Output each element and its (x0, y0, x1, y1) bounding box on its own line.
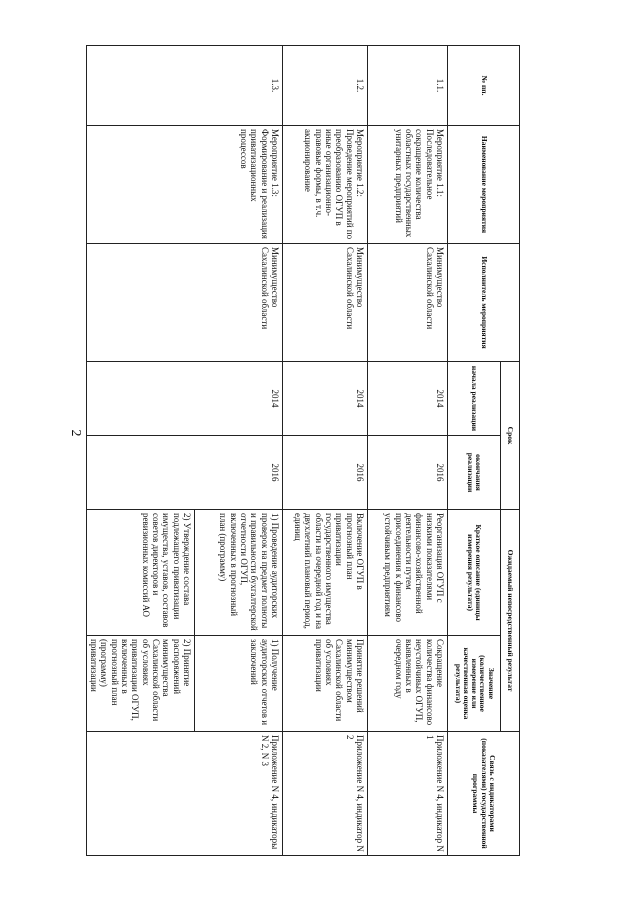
row-value: Принятие решений минимуществом Сахалинской области об условиях приватизации (283, 636, 368, 732)
row-executor: Минимущество Сахалинской области (86, 244, 282, 362)
row-name: Мероприятие 1.2: Проведение мероприятий по преобразованию ОГУП в иные организационно-правовые формы, в т.ч. акционирование (283, 126, 368, 244)
row-executor: Минимущество Сахалинской области (283, 244, 368, 362)
row-desc: Включение ОГУП в прогнозный план приватизации государственного имущества области на очередной год и на двухлетний плановый период, единиц (283, 510, 368, 636)
header-executor: Исполнитель мероприятия (448, 244, 520, 362)
row-desc: Реорганизация ОГУП с низкими показателями финансово-хозяйственной деятельности путем присоединения к финансово устойчивым предприятиям (368, 510, 448, 636)
table-row (283, 46, 368, 856)
row-value: Сокращение количества финансово неустойчивых ОГУП, выявленных в очередном году (368, 636, 448, 732)
header-short-desc: Краткое описание (единицы измерения результата) (448, 510, 501, 636)
table-row (368, 46, 448, 856)
row-link: Приложение N 4, индикатор N 1 (368, 732, 448, 856)
row-num: 1.1. (368, 46, 448, 126)
row-desc-2: 2) Утверждение состава подлежащего приватизации имущества, уставов, составов советов директоров и ревизионных комиссий АО (86, 510, 194, 636)
header-value: Значение (количественное измерение или качественная оценка результата) (448, 636, 501, 732)
header-term-end: окончания реализации (448, 436, 501, 510)
rotated-table-container (88, 45, 520, 855)
row-end: 2016 (283, 436, 368, 510)
header-expected: Ожидаемый непосредственный результат (501, 510, 520, 732)
row-start: 2014 (283, 362, 368, 436)
row-link: Приложение N 4, индикаторы N 2, N 3 (86, 732, 282, 856)
row-end: 2016 (368, 436, 448, 510)
page-number: 2 (68, 429, 83, 437)
row-name: Мероприятие 1.3: Формирование и реализация приватизационных процессов (86, 126, 282, 244)
row-executor: Минимущество Сахалинской области (368, 244, 448, 362)
header-name: Наименование мероприятия (448, 126, 520, 244)
row-num: 1.2. (283, 46, 368, 126)
row-name: Мероприятие 1.1: Последовательное сокращение количества областных государственных унитарных предприятий (368, 126, 448, 244)
table-row (195, 46, 283, 856)
row-start: 2014 (368, 362, 448, 436)
row-num: 1.3. (86, 46, 282, 126)
row-value: 1) Получение аудиторских отчетов и заключений (195, 636, 283, 732)
activities-table (86, 45, 520, 856)
row-start: 2014 (86, 362, 282, 436)
header-term-start: начала реализации (448, 362, 501, 436)
row-end: 2016 (86, 436, 282, 510)
header-term: Срок (501, 362, 520, 510)
row-value-2: 2) Принятие распоряжений минимущества Сахалинской области об условиях приватизации ОГУП, включенных в прогнозный план (программу) приватизации (86, 636, 194, 732)
header-link: Связь с индикаторами (показателями) государственной программы (448, 732, 520, 856)
row-desc: 1) Проведение аудиторских проверок на предмет полноты и правильности бухгалтерской отчетности ОГУП, включенных в прогнозный план (программу) (195, 510, 283, 636)
header-num: № пп. (448, 46, 520, 126)
row-link: Приложение N 4, индикатор N 2 (283, 732, 368, 856)
